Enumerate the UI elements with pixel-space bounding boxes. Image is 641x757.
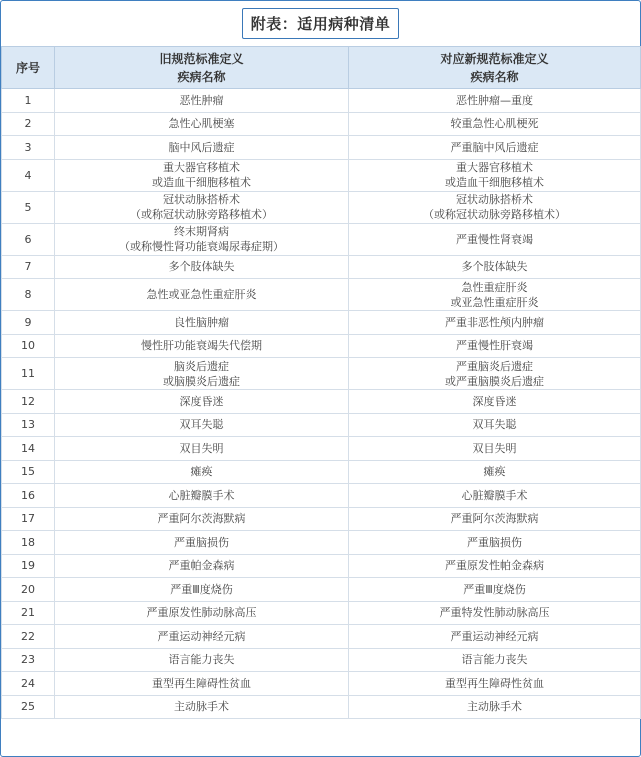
new-disease-name <box>349 507 641 531</box>
table-row <box>2 578 641 602</box>
new-disease-name <box>349 460 641 484</box>
new-disease-name <box>349 625 641 649</box>
new-disease-name <box>349 136 641 160</box>
row-number: 18 <box>2 531 55 555</box>
old-disease-line: 语言能力丧失 <box>168 653 235 667</box>
old-disease-line: 双耳失聪 <box>179 418 224 432</box>
table-row <box>2 311 641 335</box>
old-disease-name <box>55 601 349 625</box>
new-disease-line: 严重脑损伤 <box>467 535 522 549</box>
new-disease-name <box>349 311 641 335</box>
old-disease-name <box>55 159 349 191</box>
header-old-line2: 疾病名称 <box>177 69 226 84</box>
old-disease-line: 瘫痪 <box>190 465 213 479</box>
new-disease-line: 严重Ⅲ度烧伤 <box>463 582 526 596</box>
old-disease-line: 急性或亚急性重症肝炎 <box>146 288 257 301</box>
old-disease-name <box>55 648 349 672</box>
new-disease-name <box>349 390 641 414</box>
new-disease-line: 严重脑中风后遗症 <box>450 140 539 154</box>
table-row <box>2 672 641 696</box>
header-new-line1: 对应新规范标准定义 <box>440 51 549 66</box>
new-disease-name <box>349 648 641 672</box>
new-disease-line: 恶性肿瘤—重度 <box>456 93 533 107</box>
table-row <box>2 390 641 414</box>
old-disease-line: 终末期肾病 <box>174 225 229 238</box>
new-disease-name <box>349 672 641 696</box>
table-row <box>2 554 641 578</box>
new-disease-line: 或严重脑膜炎后遗症 <box>445 374 544 388</box>
row-number: 11 <box>2 358 55 390</box>
row-number: 13 <box>2 413 55 437</box>
row-number: 25 <box>2 695 55 719</box>
table-row <box>2 223 641 255</box>
old-disease-line: 严重阿尔茨海默病 <box>157 512 246 526</box>
new-disease-line: 或亚急性重症肝炎 <box>450 295 539 309</box>
old-disease-line: 脑中风后遗症 <box>168 140 235 154</box>
row-number: 15 <box>2 460 55 484</box>
new-disease-line: 严重非恶性颅内肿瘤 <box>445 315 544 329</box>
old-disease-line: （或称冠状动脉旁路移植术） <box>130 208 273 221</box>
old-disease-name <box>55 390 349 414</box>
old-disease-name <box>55 484 349 508</box>
new-disease-name <box>349 554 641 578</box>
old-disease-line: 严重帕金森病 <box>168 559 235 573</box>
table-row <box>2 159 641 191</box>
old-disease-line: 主动脉手术 <box>174 700 229 714</box>
table-row <box>2 484 641 508</box>
new-disease-line: 急性重症肝炎 <box>461 280 528 294</box>
header-new <box>349 47 641 89</box>
table-row <box>2 112 641 136</box>
old-disease-name <box>55 437 349 461</box>
new-disease-line: 多个肢体缺失 <box>461 260 528 274</box>
new-disease-line: 较重急性心肌梗死 <box>450 117 539 131</box>
row-number: 6 <box>2 223 55 255</box>
row-number: 3 <box>2 136 55 160</box>
header-seq: 序号 <box>2 47 55 89</box>
old-disease-line: 严重原发性肺动脉高压 <box>146 606 257 620</box>
new-disease-name <box>349 413 641 437</box>
old-disease-name <box>55 89 349 113</box>
old-disease-line: 重型再生障碍性贫血 <box>152 676 251 690</box>
old-disease-name <box>55 136 349 160</box>
old-disease-name <box>55 112 349 136</box>
new-disease-line: 冠状动脉搭桥术 <box>456 193 533 206</box>
old-disease-name <box>55 191 349 223</box>
table-row <box>2 625 641 649</box>
new-disease-line: 重大器官移植术 <box>456 161 533 174</box>
row-number: 9 <box>2 311 55 335</box>
new-disease-name <box>349 695 641 719</box>
table-row <box>2 601 641 625</box>
table-row <box>2 279 641 311</box>
new-disease-name <box>349 159 641 191</box>
table-row <box>2 334 641 358</box>
table-row <box>2 413 641 437</box>
new-disease-name <box>349 358 641 390</box>
new-disease-name <box>349 334 641 358</box>
old-disease-line: 良性脑肿瘤 <box>174 315 229 329</box>
new-disease-line: 严重阿尔茨海默病 <box>450 512 539 526</box>
header-new-line2: 疾病名称 <box>470 69 519 84</box>
table-body <box>2 89 641 719</box>
old-disease-name <box>55 334 349 358</box>
new-disease-line: 语言能力丧失 <box>461 653 528 667</box>
old-disease-name <box>55 223 349 255</box>
row-number: 2 <box>2 112 55 136</box>
row-number: 12 <box>2 390 55 414</box>
old-disease-line: 深度昏迷 <box>179 394 224 408</box>
old-disease-line: 脑炎后遗症 <box>174 359 229 373</box>
old-disease-line: 恶性肿瘤 <box>179 93 224 107</box>
table-row <box>2 136 641 160</box>
new-disease-name <box>349 601 641 625</box>
header-old <box>55 47 349 89</box>
old-disease-line: （或称慢性肾功能衰竭尿毒症期） <box>119 240 284 253</box>
old-disease-name <box>55 554 349 578</box>
old-disease-line: 慢性肝功能衰竭失代偿期 <box>141 339 262 353</box>
old-disease-name <box>55 358 349 390</box>
new-disease-name <box>349 112 641 136</box>
new-disease-line: 严重慢性肝衰竭 <box>456 339 533 353</box>
row-number: 24 <box>2 672 55 696</box>
header-old-line1: 旧规范标准定义 <box>159 51 244 66</box>
table-row <box>2 437 641 461</box>
old-disease-name <box>55 255 349 279</box>
new-disease-line: 严重特发性肺动脉高压 <box>439 606 550 620</box>
new-disease-name <box>349 223 641 255</box>
old-disease-line: 双目失明 <box>179 441 224 455</box>
old-disease-line: 冠状动脉搭桥术 <box>163 193 240 206</box>
new-disease-line: 重型再生障碍性贫血 <box>445 676 544 690</box>
row-number: 1 <box>2 89 55 113</box>
row-number: 4 <box>2 159 55 191</box>
new-disease-name <box>349 279 641 311</box>
old-disease-line: 多个肢体缺失 <box>168 260 235 274</box>
old-disease-name <box>55 311 349 335</box>
table-row <box>2 531 641 555</box>
new-disease-name <box>349 531 641 555</box>
new-disease-line: 心脏瓣膜手术 <box>461 488 528 502</box>
row-number: 5 <box>2 191 55 223</box>
old-disease-name <box>55 672 349 696</box>
new-disease-line: 严重脑炎后遗症 <box>456 359 533 373</box>
row-number: 16 <box>2 484 55 508</box>
new-disease-line: 严重慢性肾衰竭 <box>456 232 533 246</box>
old-disease-name <box>55 625 349 649</box>
row-number: 22 <box>2 625 55 649</box>
old-disease-line: 严重脑损伤 <box>174 535 229 549</box>
old-disease-name <box>55 460 349 484</box>
row-number: 14 <box>2 437 55 461</box>
new-disease-line: （或称冠状动脉旁路移植术） <box>423 208 566 221</box>
row-number: 23 <box>2 648 55 672</box>
row-number: 10 <box>2 334 55 358</box>
new-disease-line: 严重原发性帕金森病 <box>445 559 544 573</box>
table-row <box>2 460 641 484</box>
new-disease-name <box>349 578 641 602</box>
table-header-row <box>2 47 641 89</box>
old-disease-line: 严重运动神经元病 <box>157 629 246 643</box>
new-disease-line: 严重运动神经元病 <box>450 629 539 643</box>
table-row <box>2 191 641 223</box>
title-area <box>1 1 640 46</box>
old-disease-name <box>55 279 349 311</box>
old-disease-line: 重大器官移植术 <box>163 161 240 174</box>
disease-table <box>1 46 641 719</box>
new-disease-line: 双耳失聪 <box>472 418 517 432</box>
row-number: 21 <box>2 601 55 625</box>
table-row <box>2 507 641 531</box>
new-disease-name <box>349 484 641 508</box>
row-number: 19 <box>2 554 55 578</box>
row-number: 17 <box>2 507 55 531</box>
new-disease-line: 深度昏迷 <box>472 394 517 408</box>
new-disease-name <box>349 191 641 223</box>
old-disease-name <box>55 507 349 531</box>
new-disease-line: 主动脉手术 <box>467 700 522 714</box>
old-disease-line: 严重Ⅲ度烧伤 <box>170 582 233 596</box>
old-disease-name <box>55 531 349 555</box>
table-row <box>2 255 641 279</box>
old-disease-line: 急性心肌梗塞 <box>168 117 235 131</box>
new-disease-name <box>349 255 641 279</box>
old-disease-name <box>55 578 349 602</box>
old-disease-line: 或脑膜炎后遗症 <box>163 374 240 388</box>
row-number: 8 <box>2 279 55 311</box>
new-disease-name <box>349 89 641 113</box>
old-disease-name <box>55 695 349 719</box>
page-title: 附表：适用病种清单 <box>242 8 400 39</box>
old-disease-name <box>55 413 349 437</box>
new-disease-name <box>349 437 641 461</box>
table-row <box>2 648 641 672</box>
table-row <box>2 89 641 113</box>
table-row <box>2 695 641 719</box>
table-row <box>2 358 641 390</box>
new-disease-line: 或造血干细胞移植术 <box>445 176 544 189</box>
new-disease-line: 瘫痪 <box>483 465 506 479</box>
row-number: 20 <box>2 578 55 602</box>
row-number: 7 <box>2 255 55 279</box>
old-disease-line: 或造血干细胞移植术 <box>152 176 251 189</box>
new-disease-line: 双目失明 <box>472 441 517 455</box>
old-disease-line: 心脏瓣膜手术 <box>168 488 235 502</box>
